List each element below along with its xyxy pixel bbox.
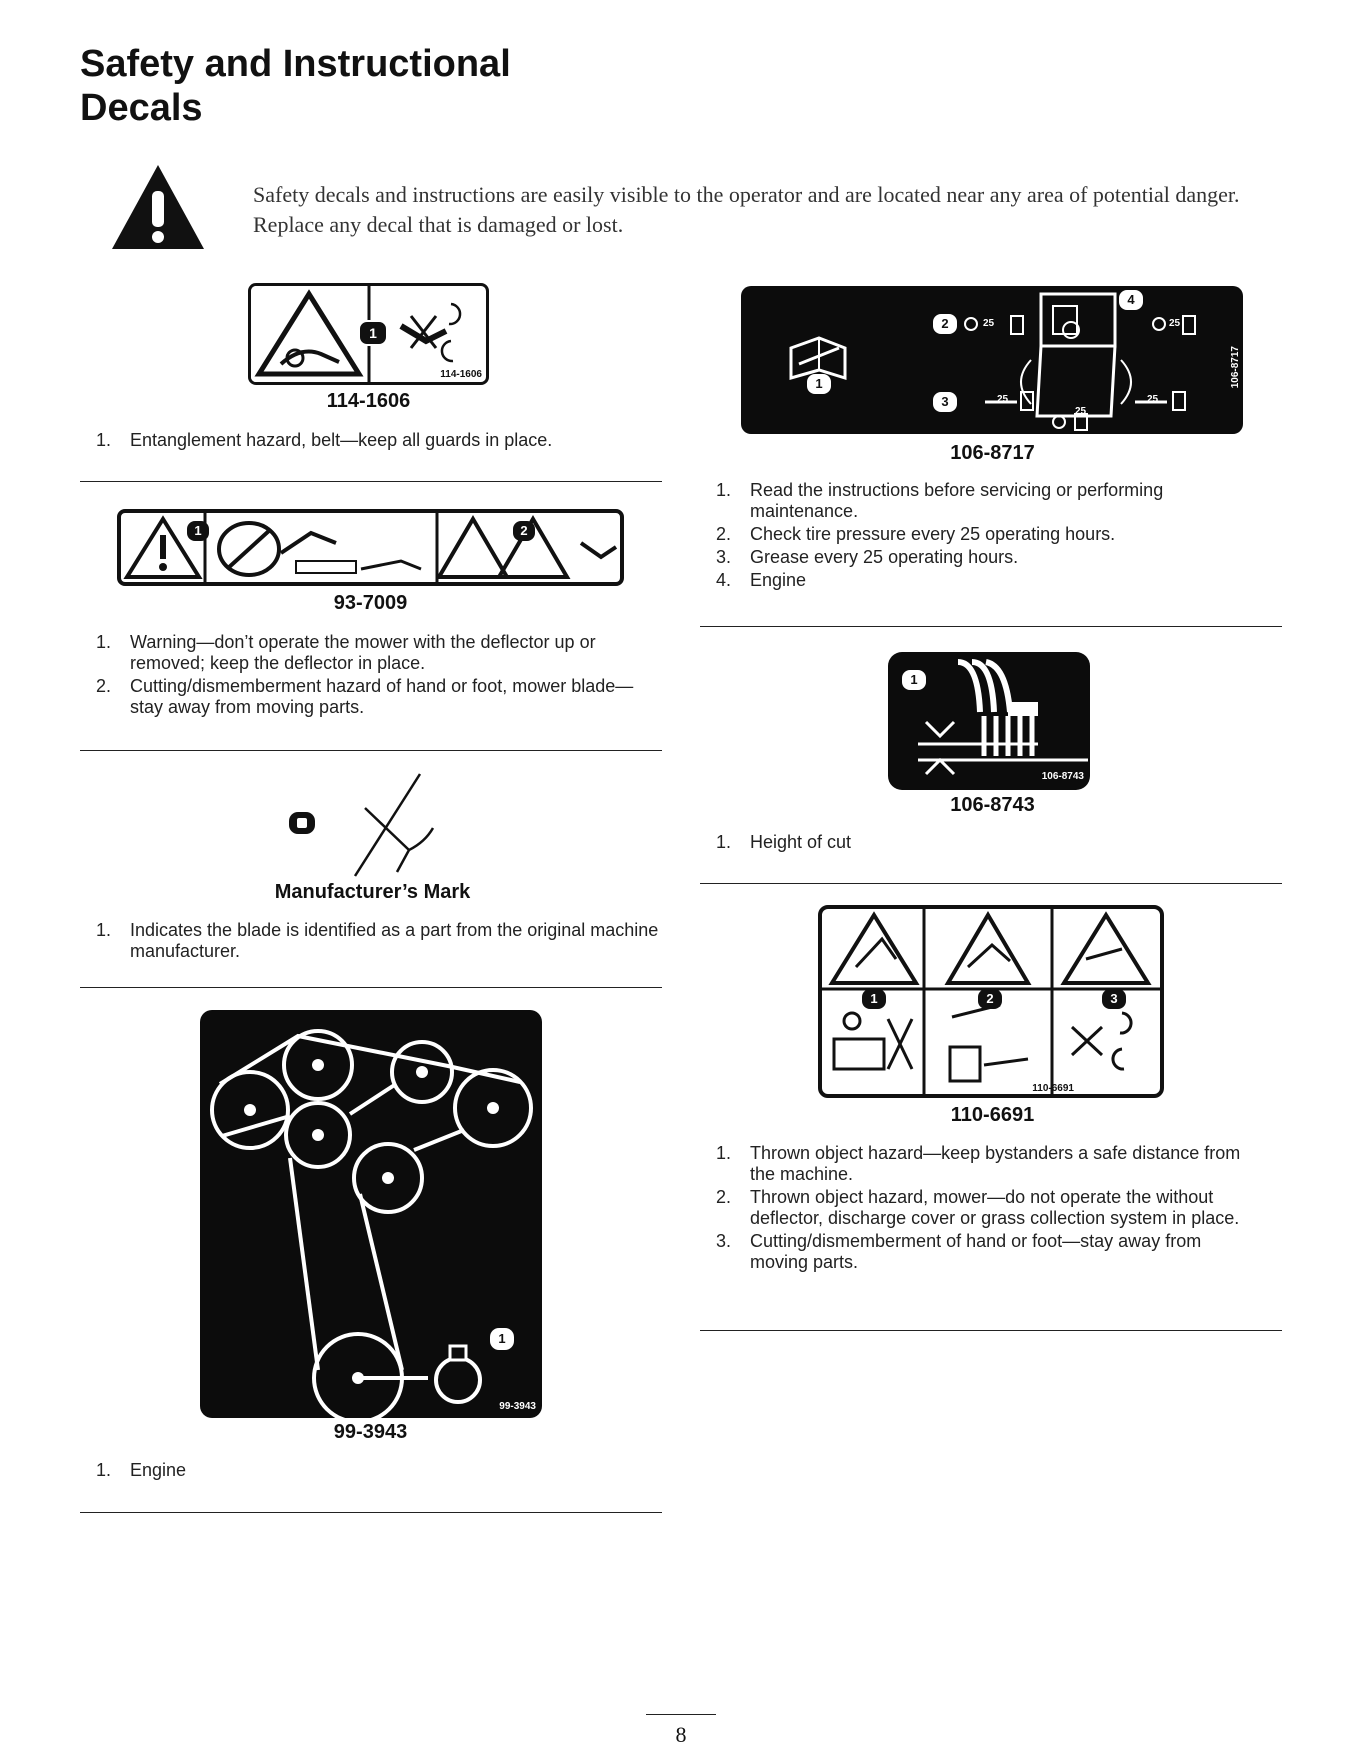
decal-106-8743-list — [700, 832, 1260, 855]
manufacturers-mark-id: Manufacturer’s Mark — [274, 881, 471, 903]
list-item: 2. Check tire pressure every 25 operating hours. — [716, 524, 1116, 544]
callout-badge: 2 — [978, 989, 1002, 1009]
warning-triangle-icon — [110, 163, 206, 251]
page-title — [80, 42, 511, 130]
intro-text: Safety decals and instructions are easily visible to the operator and are located near any area of potential danger. Replace any decal that is damaged or lost. — [253, 182, 1240, 237]
divider — [700, 1330, 1282, 1331]
list-item: 1. Entanglement hazard, belt—keep all guards in place. — [96, 430, 553, 450]
decal-110-6691-tag: 110-6691 — [1032, 1083, 1074, 1094]
decal-106-8743-image — [888, 652, 1090, 790]
decal-99-3943-tag: 99-3943 — [499, 1401, 536, 1412]
interval-label: 25 — [997, 394, 1009, 405]
decal-99-3943-list — [80, 1460, 660, 1483]
decal-106-8717-image — [741, 286, 1243, 434]
callout-badge: 3 — [933, 392, 957, 412]
decal-114-1606-image — [248, 283, 489, 385]
divider — [80, 481, 662, 482]
decal-110-6691-image — [818, 905, 1164, 1098]
callout-badge: 4 — [1119, 290, 1143, 310]
divider — [700, 626, 1282, 627]
decal-114-1606-list — [80, 430, 660, 453]
callout-badge: 1 — [358, 320, 388, 346]
decal-99-3943-id: 99-3943 — [333, 1421, 408, 1443]
service-interval-decal-graphic — [741, 286, 1243, 434]
callout-badge: 1 — [807, 374, 831, 394]
divider — [700, 883, 1282, 884]
decal-106-8743-id: 106-8743 — [950, 794, 1035, 816]
decal-110-6691-id: 110-6691 — [950, 1104, 1035, 1126]
list-item: 2. Cutting/dismemberment hazard of hand or foot, mower blade—stay away from moving parts. — [96, 676, 634, 717]
manufacturers-mark-list — [80, 920, 660, 964]
list-item: 1. Indicates the blade is identified as a part from the original machine manufacturer. — [96, 920, 659, 961]
decal-93-7009-image — [117, 509, 624, 586]
decal-106-8743-tag: 106-8743 — [1041, 771, 1084, 782]
decal-106-8717-list — [700, 480, 1260, 593]
decal-99-3943-image — [200, 1010, 542, 1418]
page-number-rule — [646, 1714, 716, 1715]
belt-routing-diagram — [200, 1010, 542, 1418]
interval-label: 25 — [1147, 394, 1159, 405]
interval-label: 25 — [1075, 406, 1087, 417]
page-number: 8 — [675, 1722, 687, 1747]
list-item: 1. Engine — [96, 1460, 187, 1480]
divider — [80, 750, 662, 751]
callout-badge: 2 — [933, 314, 957, 334]
list-item: 1. Height of cut — [716, 832, 852, 852]
title-line-1: Safety and Instructional — [80, 43, 511, 85]
decal-93-7009-id: 93-7009 — [333, 592, 408, 614]
list-item: 1. Read the instructions before servicing or performing maintenance. — [716, 480, 1164, 521]
list-item: 3. Grease every 25 operating hours. — [716, 547, 1019, 567]
callout-badge: 1 — [490, 1328, 514, 1350]
list-item: 1. Warning—don’t operate the mower with the deflector up or removed; keep the deflector in place. — [96, 632, 596, 673]
decal-114-1606-tag: 114-1606 — [440, 369, 482, 380]
callout-badge: 1 — [902, 670, 926, 690]
list-item: 3. Cutting/dismemberment of hand or foot—stay away from moving parts. — [716, 1231, 1202, 1272]
callout-badge: 3 — [1102, 989, 1126, 1009]
decal-93-7009-list — [80, 632, 660, 720]
decal-106-8717-id: 106-8717 — [950, 442, 1035, 464]
decal-106-8717-tag: 106-8717 — [1230, 346, 1241, 389]
list-item: 1. Thrown object hazard—keep bystanders a safe distance from the machine. — [716, 1143, 1241, 1184]
divider — [80, 1512, 662, 1513]
callout-badge: 2 — [513, 521, 535, 541]
list-item: 2. Thrown object hazard, mower—do not operate the without deflector, discharge cover or grass collection system in place. — [716, 1187, 1240, 1228]
decal-110-6691-list — [700, 1143, 1260, 1275]
decal-114-1606-id: 114-1606 — [326, 390, 411, 412]
callout-badge: 1 — [187, 521, 209, 541]
manufacturers-mark-graphic — [285, 772, 450, 880]
interval-label: 25 — [1169, 318, 1181, 329]
title-line-2: Decals — [80, 87, 203, 129]
interval-label: 25 — [983, 318, 995, 329]
callout-badge: 1 — [862, 989, 886, 1009]
divider — [80, 987, 662, 988]
list-item: 4. Engine — [716, 570, 807, 590]
